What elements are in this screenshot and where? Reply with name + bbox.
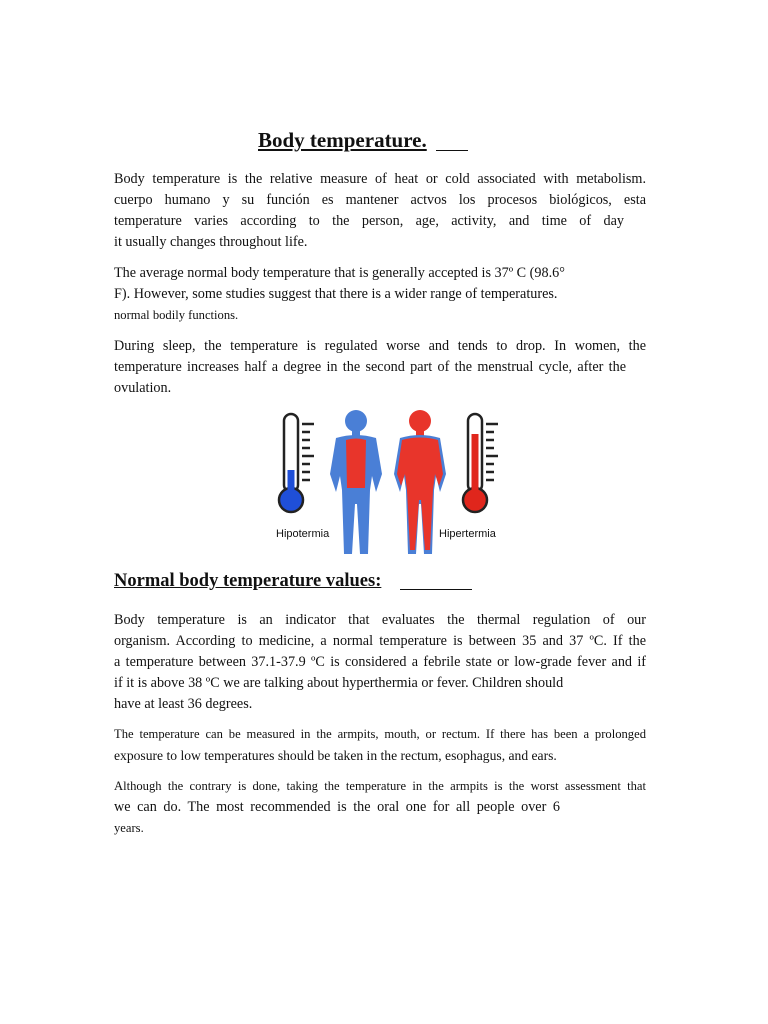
text-line: years. — [114, 821, 144, 835]
text-line: During sleep, the temperature is regulated worse and tends to drop. In women, the — [114, 338, 646, 354]
text-line: cuerpo humano y su función es mantener actvos los procesos biológicos, esta — [114, 192, 646, 208]
section-heading: Normal body temperature values: — [114, 571, 382, 591]
average-paragraph — [114, 263, 646, 324]
text-line: if it is above 38 ºC we are talking about hyperthermia or fever. Children should — [114, 675, 564, 691]
intro-paragraph — [114, 169, 646, 253]
cold-thermometer-icon — [279, 414, 314, 512]
text-line: Body temperature is an indicator that evaluates the thermal regulation of our — [114, 612, 646, 628]
hypothermia-hyperthermia-illustration — [268, 404, 514, 560]
hot-thermometer-icon — [463, 414, 498, 512]
text-line: Although the contrary is done, taking the temperature in the armpits is the worst assessment that — [114, 779, 646, 793]
sleep-paragraph — [114, 336, 646, 399]
text-line: F). However, some studies suggest that there is a wider range of temperatures. — [114, 286, 558, 302]
values-paragraph — [114, 610, 646, 715]
text-line: The average normal body temperature that is generally accepted is 37º C (98.6° — [114, 265, 565, 281]
text-line: we can do. The most recommended is the oral one for all people over 6 — [114, 799, 560, 815]
text-line: organism. According to medicine, a normal temperature is between 35 and 37 ºC. If the — [114, 633, 646, 649]
document-title: Body temperature. — [258, 128, 427, 152]
text-line: The temperature can be measured in the armpits, mouth, or rectum. If there has been a prolonged — [114, 727, 646, 741]
text-line: a temperature between 37.1-37.9 ºC is considered a febrile state or low-grade fever and if — [114, 654, 646, 670]
text-line: temperature varies according to the person, age, activity, and time of day — [114, 213, 624, 229]
heading-underline-rule — [400, 589, 472, 590]
text-line: temperature increases half a degree in the second part of the menstrual cycle, after the — [114, 359, 626, 375]
hipotermia-label: Hipotermia — [276, 528, 330, 540]
measure-paragraph — [114, 724, 646, 766]
cold-body-figure — [330, 410, 382, 554]
text-line: exposure to low temperatures should be taken in the rectum, esophagus, and ears. — [114, 748, 557, 763]
text-line: normal bodily functions. — [114, 308, 239, 322]
armpits-paragraph — [114, 776, 646, 839]
text-line: ovulation. — [114, 380, 172, 396]
text-line: it usually changes throughout life. — [114, 234, 308, 250]
title-underline-rule — [436, 150, 468, 151]
text-line: have at least 36 degrees. — [114, 696, 253, 712]
hipertermia-label: Hipertermia — [439, 528, 496, 540]
text-line: Body temperature is the relative measure of heat or cold associated with metabolism. — [114, 171, 646, 187]
